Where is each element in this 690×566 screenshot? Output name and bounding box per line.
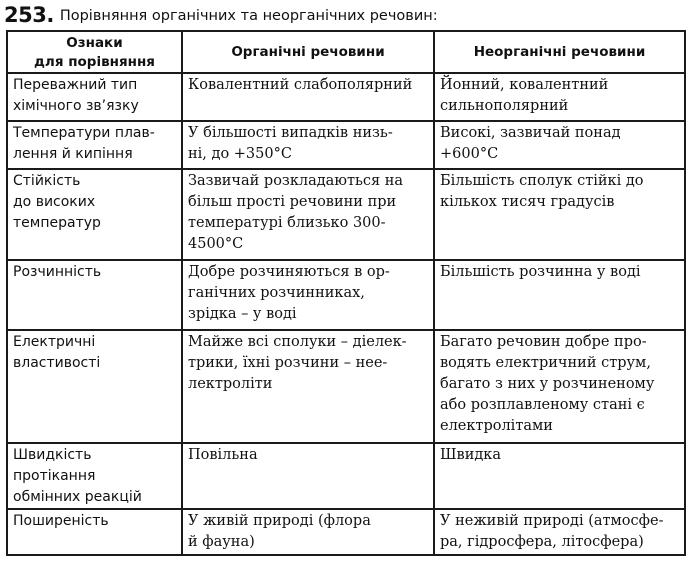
- task-title: Порівняння органічних та неорганічних речовин:: [59, 8, 438, 24]
- cell-line: Електричні: [13, 334, 96, 350]
- cell-line: до високих: [13, 194, 96, 210]
- cell-line: лектроліти: [188, 376, 273, 392]
- cell-line: У неживій природі (атмосфе-: [440, 513, 664, 529]
- table-row: [7, 121, 685, 169]
- cell-line: зрідка – у воді: [188, 306, 297, 322]
- organic-cell: [182, 330, 434, 443]
- cell-line: У більшості випадків низь-: [188, 125, 393, 141]
- cell-line: ганічних розчинниках,: [188, 285, 365, 301]
- cell-line: У живій природі (флора: [188, 513, 371, 529]
- cell-line: властивості: [13, 355, 101, 371]
- cell-line: Більшість розчинна у воді: [440, 264, 641, 280]
- cell-line: Високі, зазвичай понад: [440, 125, 621, 141]
- cell-line: багато з них у розчиненому: [440, 376, 655, 392]
- header-organic: [182, 31, 434, 73]
- inorganic-cell: [434, 260, 685, 330]
- feature-cell: [7, 73, 182, 121]
- cell-line: Майже всі сполуки – діелек-: [188, 334, 407, 350]
- cell-line: Переважний тип: [13, 77, 138, 93]
- cell-line: кількох тисяч градусів: [440, 194, 615, 210]
- feature-cell: [7, 169, 182, 260]
- cell-line: електролітами: [440, 418, 553, 434]
- cell-line: водять електричний струм,: [440, 355, 651, 371]
- inorganic-cell: [434, 121, 685, 169]
- cell-line: обмінних реакцій: [13, 489, 142, 505]
- header-line: Неорганічні речовини: [473, 44, 646, 60]
- cell-line: Більшість сполук стійкі до: [440, 173, 644, 189]
- table-row: [7, 443, 685, 509]
- cell-line: ні, до +350°С: [188, 146, 292, 162]
- inorganic-cell: [434, 443, 685, 509]
- cell-line: Багато речовин добре про-: [440, 334, 647, 350]
- cell-line: ра, гідросфера, літосфера): [440, 534, 644, 550]
- table-row: [7, 260, 685, 330]
- cell-line: температурі близько 300-: [188, 215, 386, 231]
- table-row: [7, 169, 685, 260]
- cell-line: більш прості речовини при: [188, 194, 397, 210]
- cell-line: трики, їхні розчини – нее-: [188, 355, 388, 371]
- organic-cell: [182, 443, 434, 509]
- inorganic-cell: [434, 73, 685, 121]
- organic-cell: [182, 509, 434, 555]
- header-feature: [7, 31, 182, 73]
- cell-line: Поширеність: [13, 513, 109, 529]
- inorganic-cell: [434, 509, 685, 555]
- inorganic-cell: [434, 330, 685, 443]
- organic-cell: [182, 73, 434, 121]
- task-heading: [4, 3, 438, 29]
- cell-line: Стійкість: [13, 173, 81, 189]
- cell-line: Повільна: [188, 447, 258, 463]
- task-number: 253.: [4, 3, 54, 27]
- header-line: Органічні речовини: [231, 44, 385, 60]
- cell-line: Зазвичай розкладаються на: [188, 173, 404, 189]
- header-line: Ознаки: [66, 34, 123, 51]
- organic-cell: [182, 121, 434, 169]
- cell-line: й фауна): [188, 534, 255, 550]
- cell-line: Швидка: [440, 447, 502, 463]
- cell-line: +600°С: [440, 146, 499, 162]
- cell-line: Температури плав-: [13, 125, 155, 141]
- cell-line: Розчинність: [13, 264, 102, 280]
- cell-line: 4500°С: [188, 236, 244, 252]
- table-row: [7, 330, 685, 443]
- cell-line: температур: [13, 215, 101, 231]
- feature-cell: [7, 260, 182, 330]
- inorganic-cell: [434, 169, 685, 260]
- cell-line: протікання: [13, 468, 96, 484]
- header-line: для порівняння: [34, 53, 155, 70]
- feature-cell: [7, 443, 182, 509]
- table-header-row: [7, 31, 685, 73]
- cell-line: Добре розчиняються в ор-: [188, 264, 390, 280]
- cell-line: або розплавленому стані є: [440, 397, 645, 413]
- organic-cell: [182, 260, 434, 330]
- feature-cell: [7, 121, 182, 169]
- cell-line: сильнополярний: [440, 98, 569, 114]
- cell-line: лення й кипіння: [13, 146, 133, 162]
- comparison-table: [6, 30, 686, 556]
- cell-line: Ковалентний слабополярний: [188, 77, 413, 93]
- cell-line: Йонний, ковалентний: [440, 77, 609, 93]
- feature-cell: [7, 509, 182, 555]
- table-row: [7, 509, 685, 555]
- cell-line: хімічного зв’язку: [13, 98, 139, 114]
- organic-cell: [182, 169, 434, 260]
- header-inorganic: [434, 31, 685, 73]
- feature-cell: [7, 330, 182, 443]
- table-row: [7, 73, 685, 121]
- cell-line: Швидкість: [13, 447, 92, 463]
